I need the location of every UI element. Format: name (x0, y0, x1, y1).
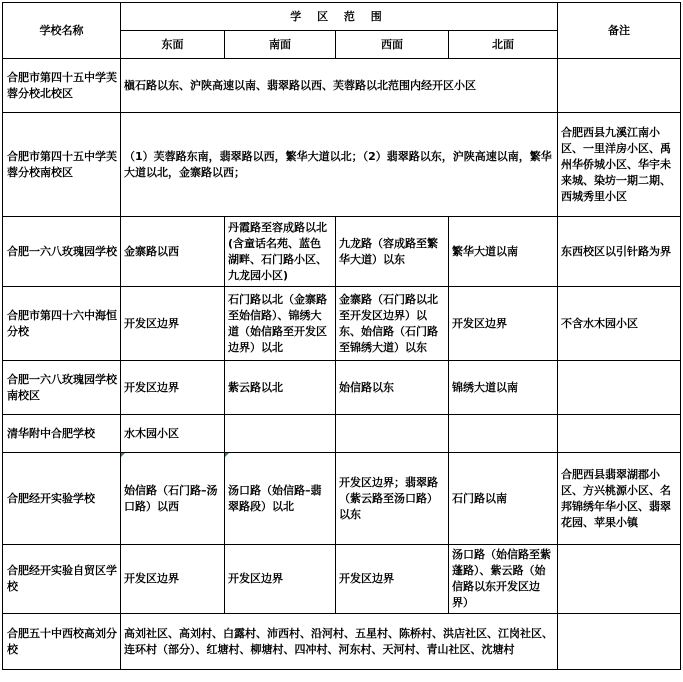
south-cell: 石门路以北（金寨路至始信路）、锦绣大道（始信路至开发区边界）以北 (225, 287, 336, 361)
remark-cell: 东西校区以引针路为界 (558, 217, 681, 287)
table-row (3, 453, 681, 545)
school-district-table (2, 2, 681, 670)
north-cell: 锦绣大道以南 (449, 361, 558, 415)
east-cell: 开发区边界 (121, 361, 225, 415)
south-cell: 丹霞路至容成路以北(含童话名苑、蓝色湖畔、石门路小区、九龙园小区) (225, 217, 336, 287)
zone-cell: 槇石路以东、沪陕高速以南、翡翠路以西、芙蓉路以北范围内经开区小区 (121, 59, 558, 113)
header-west: 西面 (336, 31, 449, 59)
school-cell: 清华附中合肥学校 (3, 415, 121, 453)
south-cell: 汤口路（始信路–翡翠路段）以北 (225, 453, 336, 545)
school-cell: 合肥一六八玫瑰园学校 (3, 217, 121, 287)
remark-cell (558, 415, 681, 453)
south-cell: 开发区边界 (225, 545, 336, 614)
east-cell: 水木园小区 (121, 415, 225, 453)
west-cell: 九龙路（容成路至繁华大道）以东 (336, 217, 449, 287)
east-cell: 开发区边界 (121, 287, 225, 361)
west-cell: 开发区边界；翡翠路（紫云路至汤口路）以东 (336, 453, 449, 545)
east-cell: 金寨路以西 (121, 217, 225, 287)
school-cell: 合肥经开实验学校 (3, 453, 121, 545)
school-cell: 合肥一六八玫瑰园学校南校区 (3, 361, 121, 415)
remark-cell: 合肥西县九溪江南小区、一里洋房小区、禹州华侨城小区、华宇未来城、染坊一期二期、西城秀里小区 (558, 113, 681, 217)
school-cell: 合肥市第四十六中海恒分校 (3, 287, 121, 361)
table-row (3, 361, 681, 415)
header-north: 北面 (449, 31, 558, 59)
south-cell (225, 415, 336, 453)
header-school-name: 学校名称 (3, 3, 121, 59)
header-remark: 备注 (558, 3, 681, 59)
school-cell: 合肥经开实验自贸区学校 (3, 545, 121, 614)
header-south: 南面 (225, 31, 336, 59)
east-cell: 开发区边界 (121, 545, 225, 614)
east-cell: 始信路（石门路–汤口路）以西 (121, 453, 225, 545)
west-cell: 开发区边界 (336, 545, 449, 614)
west-cell: 金寨路（石门路以北至开发区边界）以东、始信路（石门路至锦绣大道）以东 (336, 287, 449, 361)
table-row (3, 217, 681, 287)
west-cell: 始信路以东 (336, 361, 449, 415)
remark-cell (558, 59, 681, 113)
table-row (3, 287, 681, 361)
remark-cell: 不含水木园小区 (558, 287, 681, 361)
zone-cell: （1）芙蓉路东南，翡翠路以西，繁华大道以北；（2）翡翠路以东，沪陕高速以南，繁华大道以北，金寨路以西； (121, 113, 558, 217)
north-cell (449, 415, 558, 453)
remark-cell (558, 614, 681, 670)
school-cell: 合肥市第四十五中学芙蓉分校北校区 (3, 59, 121, 113)
remark-cell (558, 545, 681, 614)
header-east: 东面 (121, 31, 225, 59)
remark-cell: 合肥西县翡翠湖郡小区、方兴桃源小区、名邦锦绣年华小区、翡翠花园、苹果小镇 (558, 453, 681, 545)
table-row (3, 59, 681, 113)
north-cell: 汤口路（始信路至紫蓬路）、紫云路（始信路以东开发区边界） (449, 545, 558, 614)
table-row (3, 614, 681, 670)
table-row (3, 113, 681, 217)
remark-cell (558, 361, 681, 415)
south-cell: 紫云路以北 (225, 361, 336, 415)
table-row (3, 415, 681, 453)
north-cell: 繁华大道以南 (449, 217, 558, 287)
header-row-1 (3, 3, 681, 31)
north-cell: 石门路以南 (449, 453, 558, 545)
school-cell: 合肥市第四十五中学芙蓉分校南校区 (3, 113, 121, 217)
school-cell: 合肥五十中西校高刘分校 (3, 614, 121, 670)
west-cell (336, 415, 449, 453)
table-row (3, 545, 681, 614)
north-cell: 开发区边界 (449, 287, 558, 361)
header-zone: 学 区 范 围 (121, 3, 558, 31)
zone-cell: 高刘社区、高刘村、白露村、沛西村、沿河村、五星村、陈桥村、洪店社区、江岗社区、连环村（部分）、红塘村、柳塘村、四冲村、河东村、天河村、青山社区、沈塘村 (121, 614, 558, 670)
